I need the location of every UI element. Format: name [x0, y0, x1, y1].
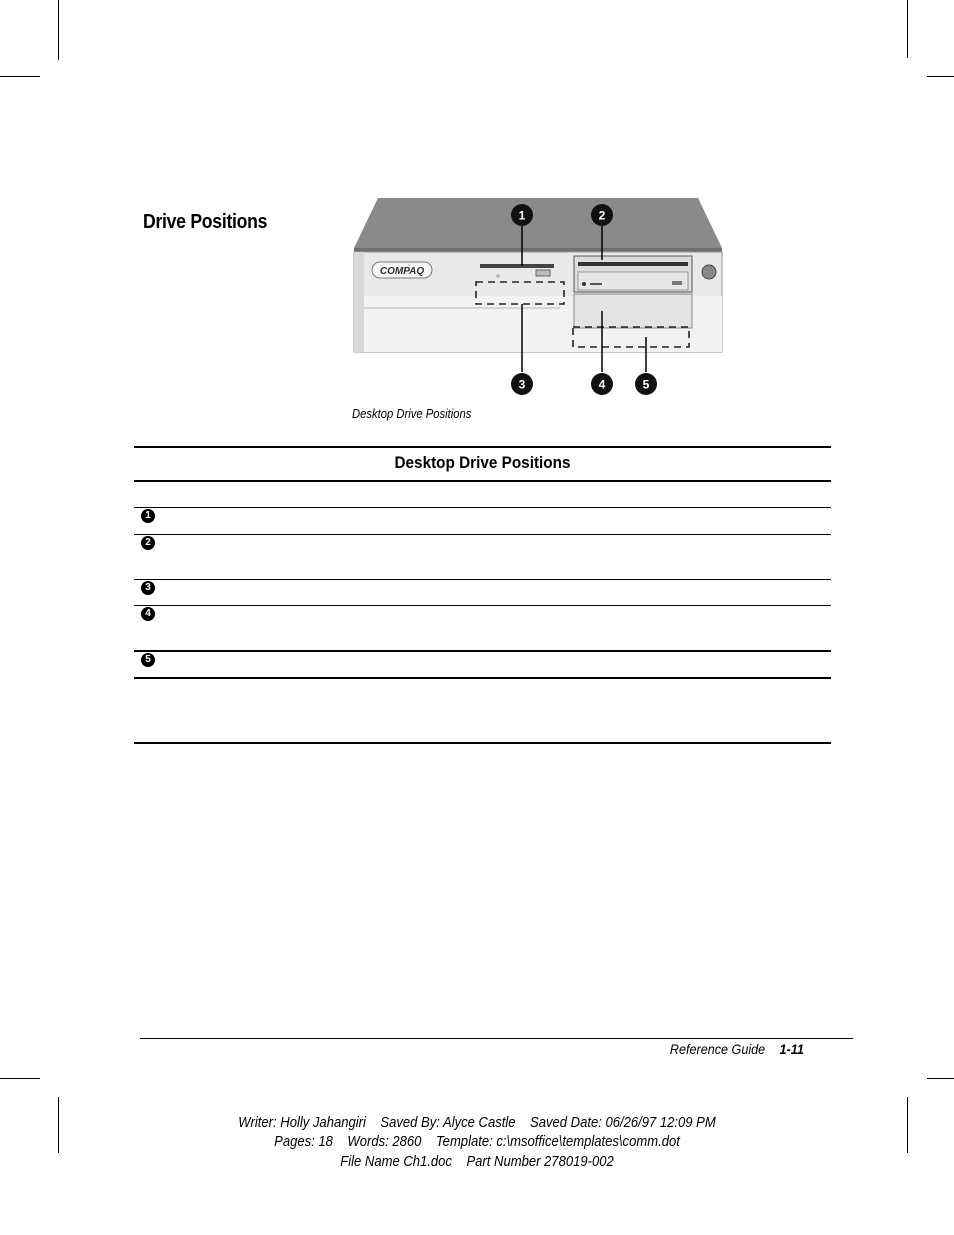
callout-1 [511, 204, 533, 226]
table-row-rule [134, 507, 831, 508]
desktop-computer-illustration [350, 196, 726, 401]
crop-mark-bottom-right-horizontal [927, 1078, 954, 1079]
figure-caption: Desktop Drive Positions [352, 407, 472, 421]
document-meta-line-2: Pages: 18 Words: 2860 Template: c:\msoffice\templates\comm.dot [274, 1134, 680, 1150]
svg-text:5: 5 [642, 377, 650, 392]
table-row-rule [134, 605, 831, 606]
guide-title: Reference Guide [670, 1041, 766, 1057]
table-row-marker-2: 2 [141, 536, 155, 550]
document-meta-line-3: File Name Ch1.doc Part Number 278019-002 [340, 1154, 614, 1170]
section-heading: Drive Positions [143, 211, 268, 233]
table-header-rule [134, 480, 831, 482]
table-row-marker-1: 1 [141, 509, 155, 523]
table-row-marker-3: 3 [141, 581, 155, 595]
svg-text:2: 2 [598, 208, 606, 223]
callout-4 [591, 373, 613, 395]
callout-3 [511, 373, 533, 395]
power-button [702, 265, 716, 279]
svg-text:3: 3 [518, 377, 526, 392]
running-footer [670, 1041, 804, 1057]
table-row-marker-5: 5 [141, 653, 155, 667]
case-top [354, 198, 722, 248]
crop-mark-top-right-horizontal [927, 76, 954, 77]
table-row-marker-4: 4 [141, 607, 155, 621]
table-row-rule [134, 650, 831, 652]
svg-text:4: 4 [598, 377, 606, 392]
compaq-logo-text: COMPAQ [379, 266, 425, 277]
bay-4 [574, 294, 692, 328]
table-bottom-rule [134, 677, 831, 679]
table-end-rule [134, 742, 831, 744]
svg-text:1: 1 [518, 208, 526, 223]
callout-2 [591, 204, 613, 226]
crop-mark-top-left-horizontal [0, 76, 40, 77]
callout-5 [635, 373, 657, 395]
crop-mark-top-left-vertical [58, 0, 59, 60]
table-top-rule [134, 446, 831, 448]
table-row-rule [134, 579, 831, 580]
table-title: Desktop Drive Positions [394, 453, 571, 472]
footer-rule [140, 1038, 853, 1039]
crop-mark-bottom-left-horizontal [0, 1078, 40, 1079]
document-meta-line-1: Writer: Holly Jahangiri Saved By: Alyce Castle Saved Date: 06/26/97 12:09 PM [238, 1115, 716, 1131]
crop-mark-bottom-right-vertical [907, 1097, 908, 1153]
crop-mark-top-right-vertical [907, 0, 908, 58]
table-row-rule [134, 534, 831, 535]
page-number: 1-11 [779, 1041, 804, 1057]
